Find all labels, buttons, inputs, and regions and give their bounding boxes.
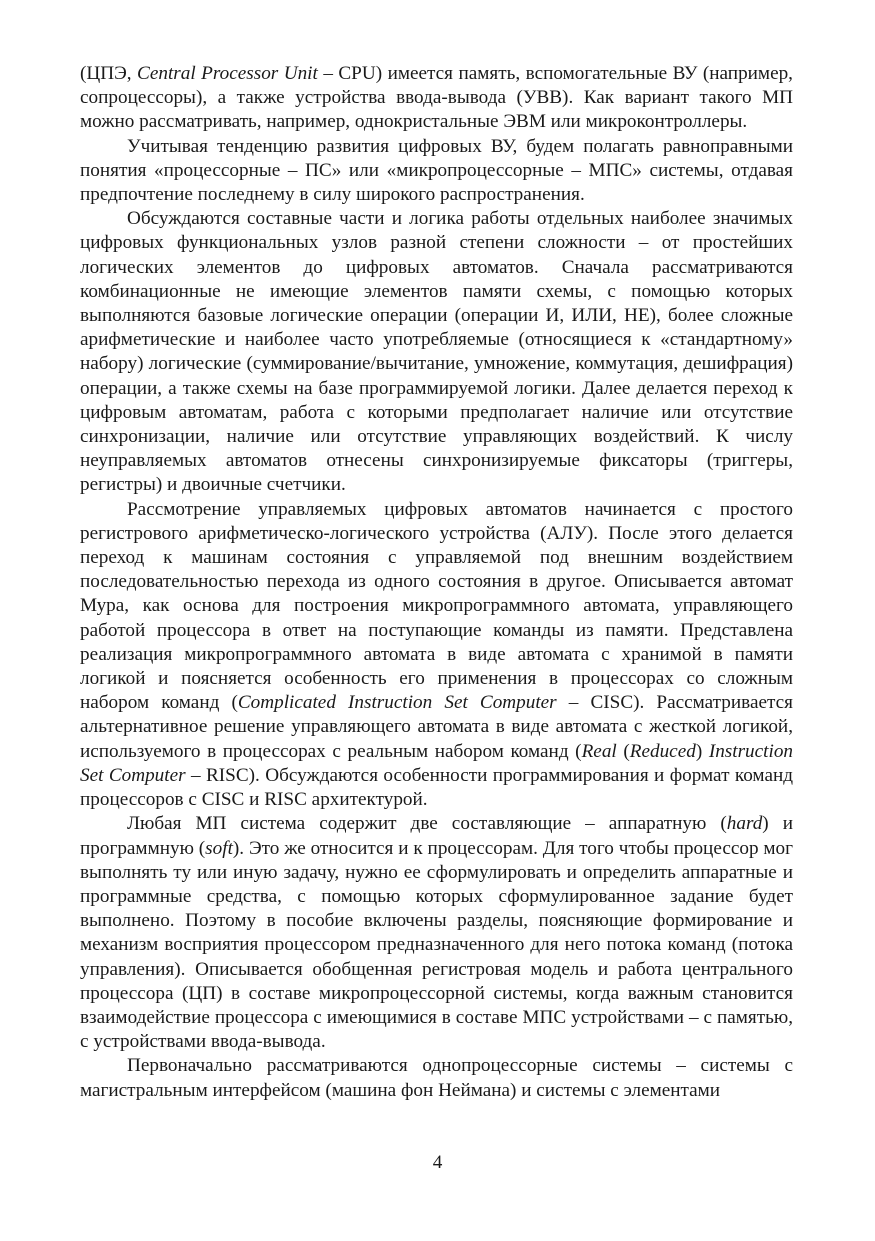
text-run: Первоначально рассматриваются однопроцессорные системы – системы с магистральным интерфейсом (машина фон Неймана) и системы с элементами: [80, 1055, 793, 1101]
italic-term: Central Processor Unit: [137, 63, 318, 84]
text-run: Любая МП система содержит две составляющие – аппаратную (: [127, 813, 727, 835]
italic-term: Reduced: [629, 740, 696, 762]
paragraph-3: [80, 207, 793, 497]
paragraph-4: [80, 498, 793, 813]
text-run: Обсуждаются составные части и логика работы отдельных наиболее значимых цифровых функциональных узлов разной степени сложности – от простейших логических элементов до цифровых автоматов. Сначала рассматриваются комбинационные не имеющие элементов памяти схемы, с помощью которых выполняются базовые логические операции (операции И, ИЛИ, НЕ), более сложные арифметические и наиболее часто употребляемые (относящиеся к «стандартному» набору) логические (суммирование/вычитание, умножение, коммутация, дешифрация) операции, а также схемы на базе программируемой логики. Далее делается переход к цифровым автоматам, работа с которыми предполагает наличие или отсутствие синхронизации, наличие или отсутствие управляющих воздействий. К числу неуправляемых автоматов отнесены синхронизируемые фиксаторы (триггеры, регистры) и двоичные счетчики.: [80, 208, 793, 496]
text-run: Учитывая тенденцию развития цифровых ВУ, будем полагать равноправными понятия «процессорные – ПС» или «микропроцессорные – МПС» системы, отдавая предпочтение последнему в силу широкого распространения.: [80, 135, 793, 206]
text-run: – CPU) имеется память, вспомогательные ВУ (например, сопроцессоры), а также устройства ввода-вывода (УВВ). Как вариант такого МП можно рассматривать, например, однокристальные ЭВМ или микроконтроллеры.: [80, 63, 793, 133]
italic-term: Instruction Set Computer: [80, 740, 794, 786]
text-run: ): [695, 740, 709, 762]
italic-term: soft: [205, 837, 233, 859]
text-run: (: [616, 740, 630, 762]
italic-term: hard: [726, 813, 763, 835]
text-run: ) и программную (: [80, 813, 793, 859]
paragraph-2: [80, 135, 793, 208]
paragraph-6: [80, 1054, 793, 1102]
paragraph-1: [80, 62, 793, 135]
paragraph-5: [80, 812, 793, 1054]
italic-term: Complicated Instruction Set Computer: [237, 692, 557, 714]
italic-term: Real: [581, 740, 617, 762]
text-run: (ЦПЭ,: [80, 63, 138, 84]
text-run: – CISC). Рассматривается альтернативное решение управляющего автомата в виде автомата с жесткой логикой, используемого в процессорах с реальным набором команд (: [80, 692, 793, 762]
page-body: [80, 62, 793, 1103]
text-run: ). Это же относится и к процессорам. Для того чтобы процессор мог выполнять ту или иную задачу, нужно ее сформулировать и определить аппаратные и программные средства, с помощью которых сформулированное задание будет выполнено. Поэтому в пособие включены разделы, поясняющие формирование и механизм восприятия процессором предназначенного для него потока команд (потока управления). Описывается обобщенная регистровая модель и работа центрального процессора (ЦП) в составе микропроцессорной системы, когда важным становится взаимодействие процессора с имеющимися в составе МПС устройствами – с памятью, с устройствами ввода-вывода.: [80, 837, 794, 1053]
page-number: 4: [432, 1152, 443, 1173]
text-run: Рассмотрение управляемых цифровых автоматов начинается с простого регистрового арифметическо-логического устройства (АЛУ). После этого делается переход к машинам состояния с управляемой под внешним воздействием последовательностью перехода из одного состояния в другое. Описывается автомат Мура, как основа для построения микропрограммного автомата, управляющего работой процессора в ответ на поступающие команды из памяти. Представлена реализация микропрограммного автомата в виде автомата с хранимой в памяти логикой и поясняется особенность его применения в процессорах со сложным набором команд (: [80, 498, 793, 714]
text-run: – RISC). Обсуждаются особенности программирования и формат команд процессоров с CISC и RISC архитектурой.: [80, 764, 793, 811]
